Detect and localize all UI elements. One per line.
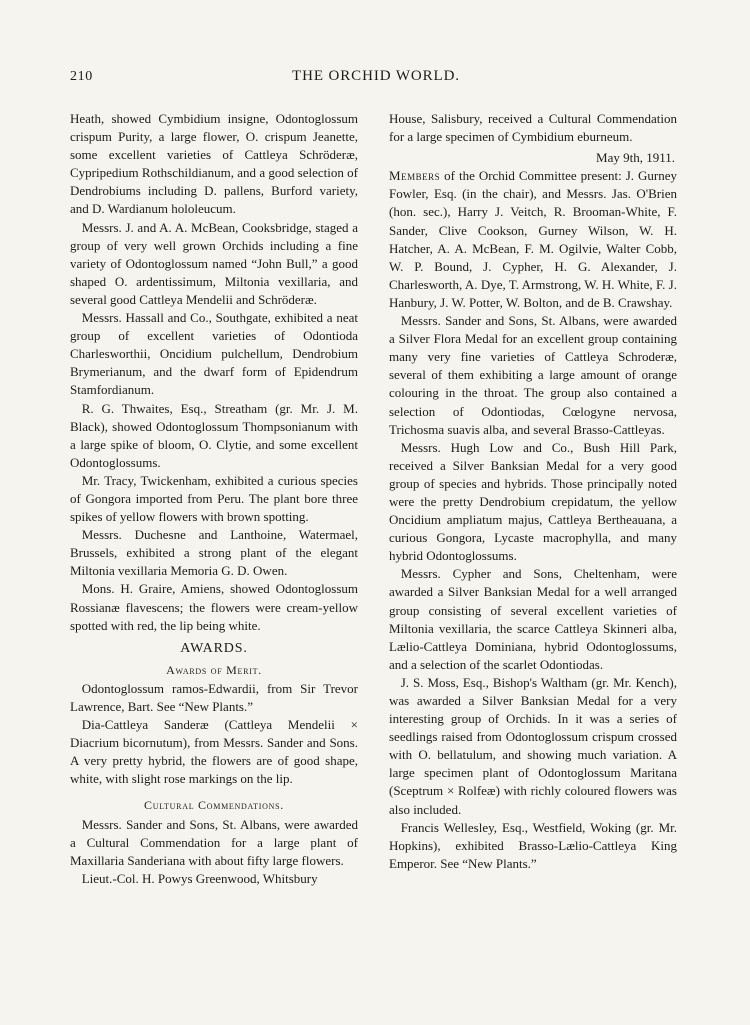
paragraph: Mr. Tracy, Twickenham, exhibited a curious species of Gongora imported from Peru. The plant bore three spikes of yellow flowers with brown spotting. — [70, 472, 358, 525]
left-column — [70, 110, 358, 888]
running-head — [70, 68, 682, 90]
paragraph: Messrs. J. and A. A. McBean, Cooksbridge, staged a group of very well grown Orchids including a fine variety of Odontoglossum named “John Bull,” a good shaped O. ardentissimum, Miltonia vexillaria, and several good Cattleya Mendelii and Schröderæ. — [70, 219, 358, 307]
paragraph: Messrs. Hassall and Co., Southgate, exhibited a neat group of excellent varieties of Odontioda Charlesworthii, Oncidium pulchellum, Dendrobium Brymerianum, and the dwarf form of Epidendrum Stamfordianum. — [70, 310, 358, 398]
committee-paragraph — [389, 167, 677, 312]
paragraph: Francis Wellesley, Esq., Westfield, Woking (gr. Mr. Hopkins), exhibited Brasso-Lælio-Cattleya King Emperor. See “New Plants.” — [389, 819, 677, 871]
lead-word: Members — [389, 168, 441, 184]
paragraph: Messrs. Cypher and Sons, Cheltenham, were awarded a Silver Banksian Medal for a well arranged group consisting of several excellent varieties of Miltonia vexillaria, the scarce Cattleya Skinneri alba, Lælio-Cattleya Dominiana, hybrid Odontoglossums, and a selection of the scarlet Odontiodas. — [389, 566, 677, 672]
meeting-date: May 9th, 1911. — [596, 150, 675, 166]
paragraph: Odontoglossum ramos-Edwardii, from Sir Trevor Lawrence, Bart. See “New Plants.” — [70, 680, 358, 714]
subheading-awards-of-merit: Awards of Merit. — [166, 662, 262, 677]
paragraph: Dia-Cattleya Sanderæ (Cattleya Mendelii × Diacrium bicornutum), from Messrs. Sander and Sons. A very pretty hybrid, the flowers are of good shape, white, with slight rose markings on the lip. — [70, 717, 358, 787]
paragraph: Messrs. Duchesne and Lanthoine, Watermael, Brussels, exhibited a strong plant of the elegant Miltonia vexillaria Memoria G. D. Owen. — [70, 527, 358, 579]
paragraph: J. S. Moss, Esq., Bishop's Waltham (gr. Mr. Kench), was awarded a Silver Banksian Medal for a very interesting group of Orchids. In it was a series of seedlings raised from Odontoglossum crispum crossed with O. bellatulum, and showing much variation. A large specimen plant of Odontoglossum Maritana (Sceptrum × Rolfeæ) with richly coloured flowers was also included. — [389, 674, 677, 817]
paragraph: Messrs. Sander and Sons, St. Albans, were awarded a Silver Flora Medal for an excellent group containing many very fine varieties of Cattleya Schroderæ, several of them exhibiting a large amount of orange colouring in the throat. The group also contained a selection of Odontiodas, Cœlogyne nervosa, Trichosma suavis alba, and several Brasso-Cattleyas. — [389, 313, 677, 437]
paragraph-text: of the Orchid Committee present: J. Gurney Fowler, Esq. (in the chair), and Messrs. Jas. O'Brien (hon. sec.), Harry J. Veitch, R. Brooman-White, F. Sander, Clive Cookson, Gurney Wilson, W. H. Hatcher, A. A. McBean, F. M. Ogilvie, Walter Cobb, W. P. Bound, J. Cypher, H. G. Alexander, J. Charlesworth, A. Dye, T. Armstrong, W. H. White, F. J. Hanbury, J. W. Potter, W. Bolton, and de B. Crawshay. — [389, 168, 677, 310]
right-column — [389, 110, 677, 873]
page-number: 210 — [70, 69, 93, 84]
paragraph: R. G. Thwaites, Esq., Streatham (gr. Mr. J. M. Black), showed Odontoglossum Thompsonianum with a large spike of bloom, O. Clytie, and some excellent Odontoglossums. — [70, 400, 358, 470]
paragraph: Lieut.-Col. H. Powys Greenwood, Whitsbury — [81, 870, 318, 886]
paragraph: Mons. H. Graire, Amiens, showed Odontoglossum Rossianæ flavescens; the flowers were cream-yellow spotted with red, the lip being white. — [70, 581, 358, 633]
paragraph: Messrs. Hugh Low and Co., Bush Hill Park, received a Silver Banksian Medal for a very good group of species and hybrids. Those principally noted were the pretty Dendrobium crepidatum, the yellow Oncidium ampliatum majus, Cattleya Bertheauana, a curious Gongora, Lycaste macrophylla, and many hybrid Odontoglossums. — [389, 439, 677, 564]
paragraph: Heath, showed Cymbidium insigne, Odontoglossum crispum Purity, a large flower, O. crispum Jeanette, some excellent varieties of Cattleya Schröderæ, Cypripedium Rothschildianum, and a good selection of Dendrobiums including D. pallens, Burford variety, and D. Wardianum hololeucum. — [70, 111, 358, 217]
paragraph: Messrs. Sander and Sons, St. Albans, were awarded a Cultural Commendation for a large plant of Maxillaria Sanderiana with about fifty large flowers. — [70, 816, 358, 868]
running-title: THE ORCHID WORLD. — [292, 68, 460, 84]
subheading-cultural-commendations: Cultural Commendations. — [143, 798, 285, 813]
paragraph: House, Salisbury, received a Cultural Commendation for a large specimen of Cymbidium eburneum. — [389, 111, 677, 145]
section-heading-awards: AWARDS. — [180, 640, 248, 656]
